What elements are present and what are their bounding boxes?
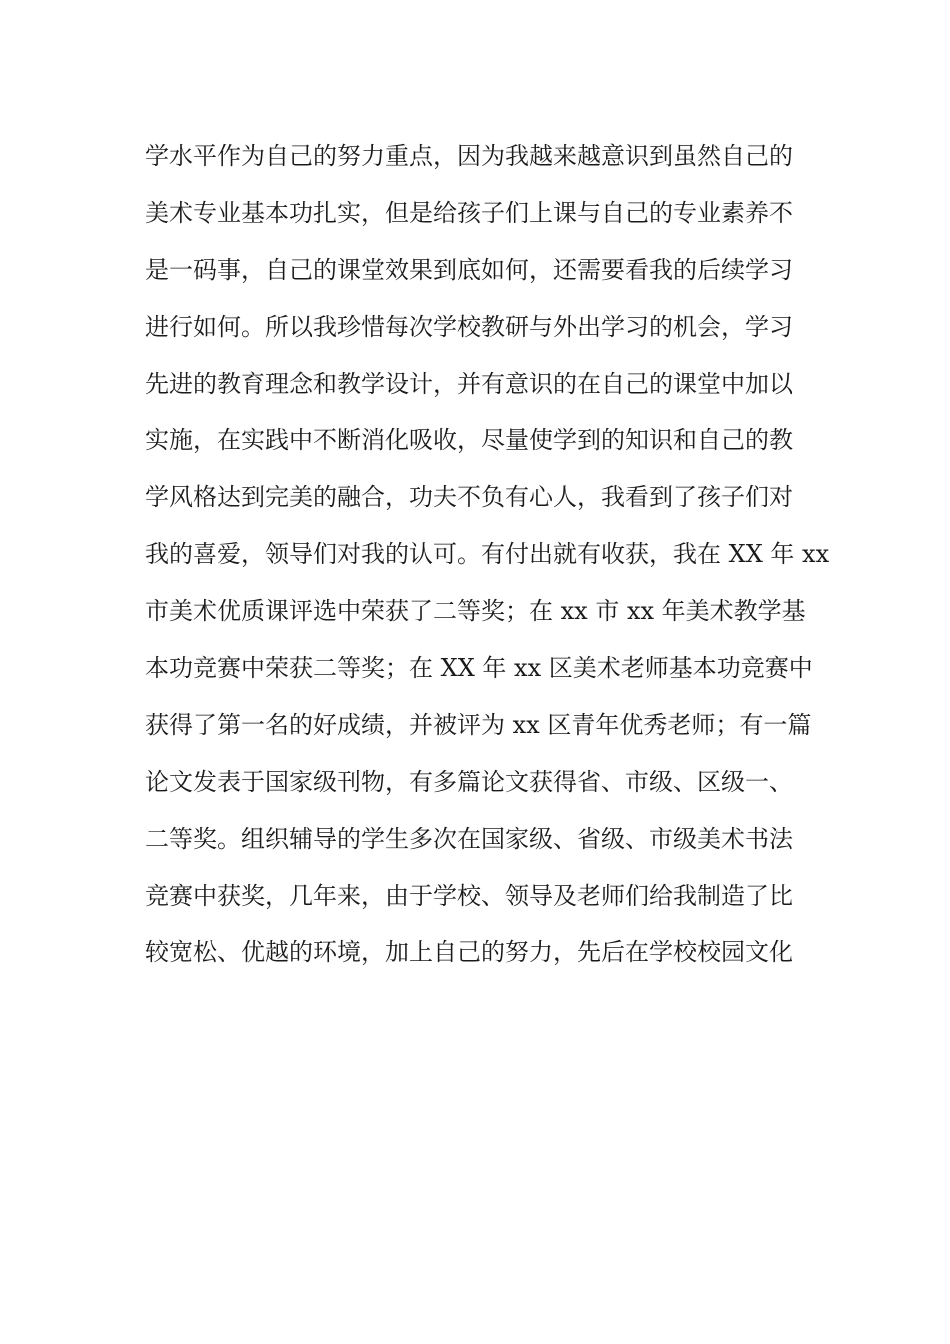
text-line: 是一码事，自己的课堂效果到底如何，还需要看我的后续学习 (145, 255, 793, 284)
text-line: 先进的教育理念和教学设计，并有意识的在自己的课堂中加以 (145, 369, 793, 398)
text-line: 学风格达到完美的融合，功夫不负有心人，我看到了孩子们对 (145, 483, 793, 512)
text-line: 实施，在实践中不断消化吸收，尽量使学到的知识和自己的教 (145, 426, 793, 455)
text-line: 获得了第一名的好成绩，并被评为 xx 区青年优秀老师；有一篇 (145, 710, 812, 739)
text-line: 学水平作为自己的努力重点，因为我越来越意识到虽然自己的 (145, 142, 793, 170)
text-line: 本功竞赛中荣获二等奖；在 XX 年 xx 区美术老师基本功竞赛中 (145, 654, 813, 683)
text-line: 论文发表于国家级刊物，有多篇论文获得省、市级、区级一、 (145, 767, 793, 796)
text-line: 较宽松、优越的环境，加上自己的努力，先后在学校校园文化 (145, 938, 793, 967)
text-line: 进行如何。所以我珍惜每次学校教研与外出学习的机会，学习 (145, 312, 793, 341)
text-line: 市美术优质课评选中荣获了二等奖；在 xx 市 xx 年美术教学基 (145, 597, 806, 626)
text-line: 二等奖。组织辅导的学生多次在国家级、省级、市级美术书法 (145, 824, 793, 853)
text-line: 竞赛中获奖，几年来，由于学校、领导及老师们给我制造了比 (145, 881, 793, 910)
text-line: 美术专业基本功扎实，但是给孩子们上课与自己的专业素养不 (145, 198, 793, 227)
text-line: 我的喜爱，领导们对我的认可。有付出就有收获，我在 XX 年 xx (145, 540, 830, 569)
body-text (145, 128, 830, 981)
